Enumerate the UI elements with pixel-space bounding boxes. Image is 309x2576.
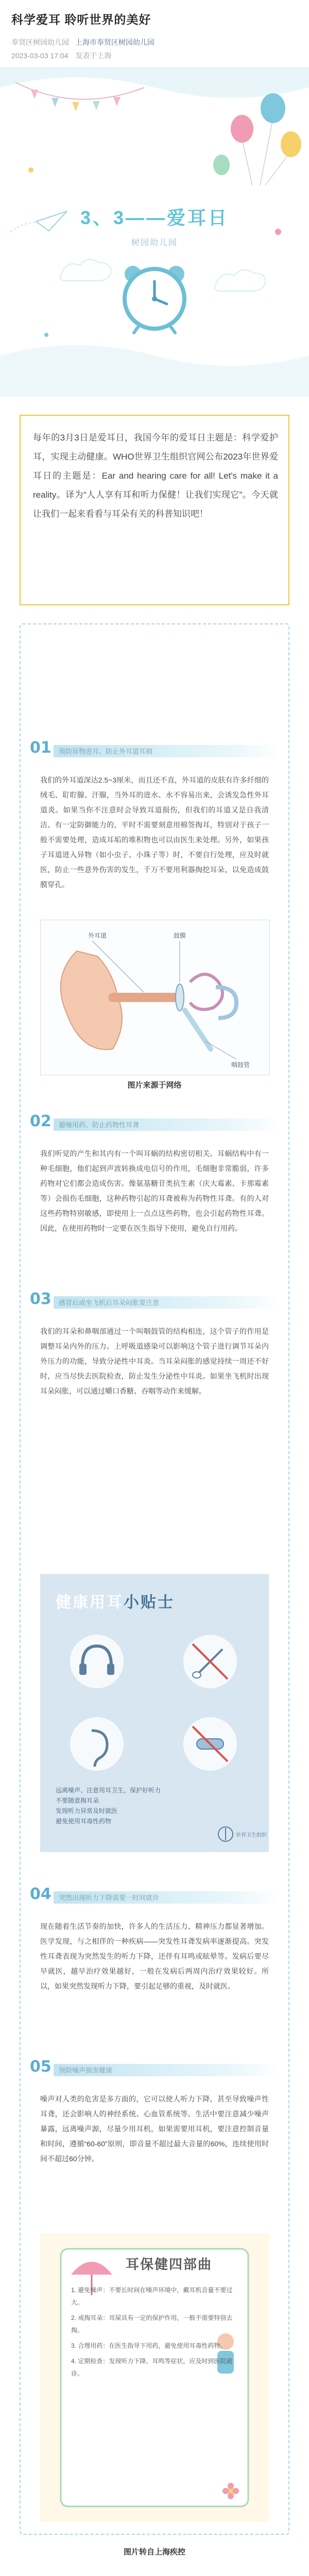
section-02-text: 我们听觉的产生和其内有一个叫耳蜗的结构密切相关。耳蜗结构中有一种毛细胞，他们起到声波转换成电信号的作用，毛细胞非常脆弱，许多药物对它们都会造成伤害。像氨基糖苷类抗生素（庆大霉素、卡那霉素等）会损伤毛细胞，这种药物引起的耳聋被称为药物性耳聋。有的人对这些药物特别敏感，即使用上一点点这些药物，也会引起药物性耳聋。因此，在使用药物时一定要在医生指导下使用，避免自行用药。 (40, 1149, 269, 1232)
section-02-header (30, 1112, 279, 1133)
who-logo-icon (218, 1827, 233, 1841)
care-item: 1. 避免噪声：不要长时间在噪声环境中，戴耳机音量不要过大。 (71, 2286, 233, 2306)
section-number: 01 (30, 739, 52, 757)
care-card-title: 耳保健四部曲 (125, 2257, 212, 2272)
section-label: 预防噪声损害健康 (59, 2066, 113, 2074)
poster-tip: 发现听力异常及时就医 (56, 1807, 118, 1815)
cotton-swab-icon (183, 1635, 237, 1688)
section-05-text: 噪声对人类的危害是多方面的，它可以使人听力下降，甚至导致噪声性耳聋，还会影响人的神经系统、心血管系统等。生活中要注意减少噪声暴露，远离噪声源，尽量少用耳机，如果需要用耳机，要注意控制音量和时间，遵循“60-60”原则，即音量不超过最大音量的60%，连续使用时间不超过60分钟。 (40, 2095, 269, 2163)
ear-anatomy-illustration (41, 920, 269, 1075)
headphone-icon (70, 1635, 124, 1688)
section-number: 03 (30, 1290, 52, 1308)
section-04-header (30, 1885, 279, 1906)
pill-icon (183, 1717, 237, 1771)
alarm-clock-icon (125, 266, 184, 333)
poster-tips (56, 1785, 251, 1826)
section-01-header (30, 739, 279, 759)
section-05-header (30, 2058, 279, 2078)
section-label: 感冒后或坐飞机后耳朵闷胀要注意 (59, 1299, 160, 1307)
section-label: 预防异物进耳、防止外耳道耳损 (59, 748, 153, 755)
banner-illustration (0, 67, 309, 397)
ear-label-eardrum: 鼓膜 (174, 932, 186, 939)
who-mark: 世界卫生组织 (236, 1833, 267, 1838)
article-source: 奉贤区树园幼儿园 (11, 38, 69, 46)
section-number: 05 (30, 2058, 52, 2076)
footer-caption: 图片转自上海疾控 (123, 2548, 185, 2556)
section-number: 02 (30, 1112, 52, 1130)
care-item: 2. 戒掏耳朵：耳屎具有一定的保护作用，一般不需要特别去掏。 (71, 2314, 233, 2334)
section-label: 突然出现听力下降需要一时间就诊 (59, 1894, 160, 1902)
publish-location: 发表于上海 (75, 52, 112, 60)
poster-tip: 避免使用耳毒性药物 (56, 1818, 112, 1825)
care-item: 4. 定期检查：发现听力下降、耳鸣等症状，应及时到医院就诊。 (71, 2358, 233, 2377)
publish-date: 2023-03-03 17:04 (11, 52, 68, 60)
ear-label-tube: 咽鼓管 (231, 1061, 250, 1069)
ear-image-caption: 图片来源于网络 (127, 1081, 182, 1090)
banner (0, 67, 309, 397)
balloons-icon (213, 93, 301, 185)
ear-label-canal: 外耳道 (88, 932, 107, 939)
banner-title: 3、3——爱耳日 (80, 207, 229, 228)
article-source-line (11, 37, 154, 47)
intro-text: 每年的3月3日是爱耳日，我国今年的爱耳日主题是：科学爱护耳，实现主动健康。WHO世界卫生组织官网公布2023年世界爱耳日的主题是：Ear and hearing care for all! Let's make it a reality。译为“人人享有耳和听力保健！让我们实现它”。今天就让我们一起来看看与耳朵有关的科普知识吧！ (33, 433, 278, 519)
section-label: 避噪用药、防止药物性耳聋 (59, 1121, 140, 1129)
care-card-list (71, 2284, 241, 2383)
article-title: 科学爱耳 聆听世界的美好 (11, 13, 151, 26)
poster-tip: 不要随意掏耳朵 (56, 1797, 99, 1804)
section-01-text: 我们的外耳道深达2.5~3厘米，而且还不直，外耳道的皮肤有许多纤细的绒毛、耵聍腺、汗腺，当外耳的进水、水不容易出来，会诱发急性外耳道炎。如果当你不注意时会导致耳道损伤，但我们的耳道又是自我清洁、有一定防御能力的，平时不需要刻意用棉签掏耳，特别对于孩子一般不需要处理，造成耳垢的堆积物也可以由医生来处理。另外，如果孩子耳道进入异物（如小虫子、小珠子等）时，不要自行处理，应及时就医，防止一些意外伤害的发生，千万不要用利器掏挖耳朵，以免造成鼓膜穿孔。 (40, 776, 269, 889)
banner-subtitle: 树园幼儿园 (131, 239, 178, 247)
account-link[interactable]: 上海市奉贤区树园幼儿园 (75, 38, 154, 46)
ear-check-icon (70, 1717, 124, 1771)
bunting-icon (15, 82, 144, 111)
care-item: 3. 合理用药：在医生指导下用药，避免使用耳毒性药物。 (71, 2342, 227, 2349)
article-meta (11, 50, 116, 61)
poster-title-a: 健康用耳 (56, 1594, 124, 1611)
poster-title-b: 小贴士 (124, 1594, 175, 1611)
intro-box (20, 415, 289, 605)
section-04-text: 现在随着生活节奏的加快，许多人的生活压力、精神压力都显著增加。医学发现，与之相伴的一种疾病——突发性耳聋发病率逐渐提高。突发性耳聋表现为突然发生的听力下降，还伴有耳鸣或眩晕等。发病后要尽早就医，越早治疗效果越好，一般在发病后两周内治疗效果较好。所以，如果突然发现听力下降，要引起足够的重视，及时就医。 (40, 1922, 269, 1990)
poster-tip: 远离噪声、注意用耳卫生，保护好听力 (56, 1787, 161, 1794)
section-03-header (30, 1290, 279, 1311)
ear-health-poster (40, 1574, 269, 1852)
section-03-text: 我们的耳朵和鼻咽部通过一个叫咽鼓管的结构相连，这个管子的作用是调整耳朵内外的压力。上呼吸道感染可以影响这个管子进行调节耳朵内外压力的功能，导致分泌性中耳炎。当耳朵闷胀的感觉持续一周还不好时，应当尽快去医院检查，防止发生分泌性中耳炎。如果坐飞机时出现耳朵闷胀，可以通过嚼口香糖、吞咽等动作来缓解。 (40, 1327, 269, 1395)
ear-diagram (40, 920, 270, 1075)
section-number: 04 (30, 1885, 52, 1903)
ear-care-card (40, 2233, 269, 2522)
